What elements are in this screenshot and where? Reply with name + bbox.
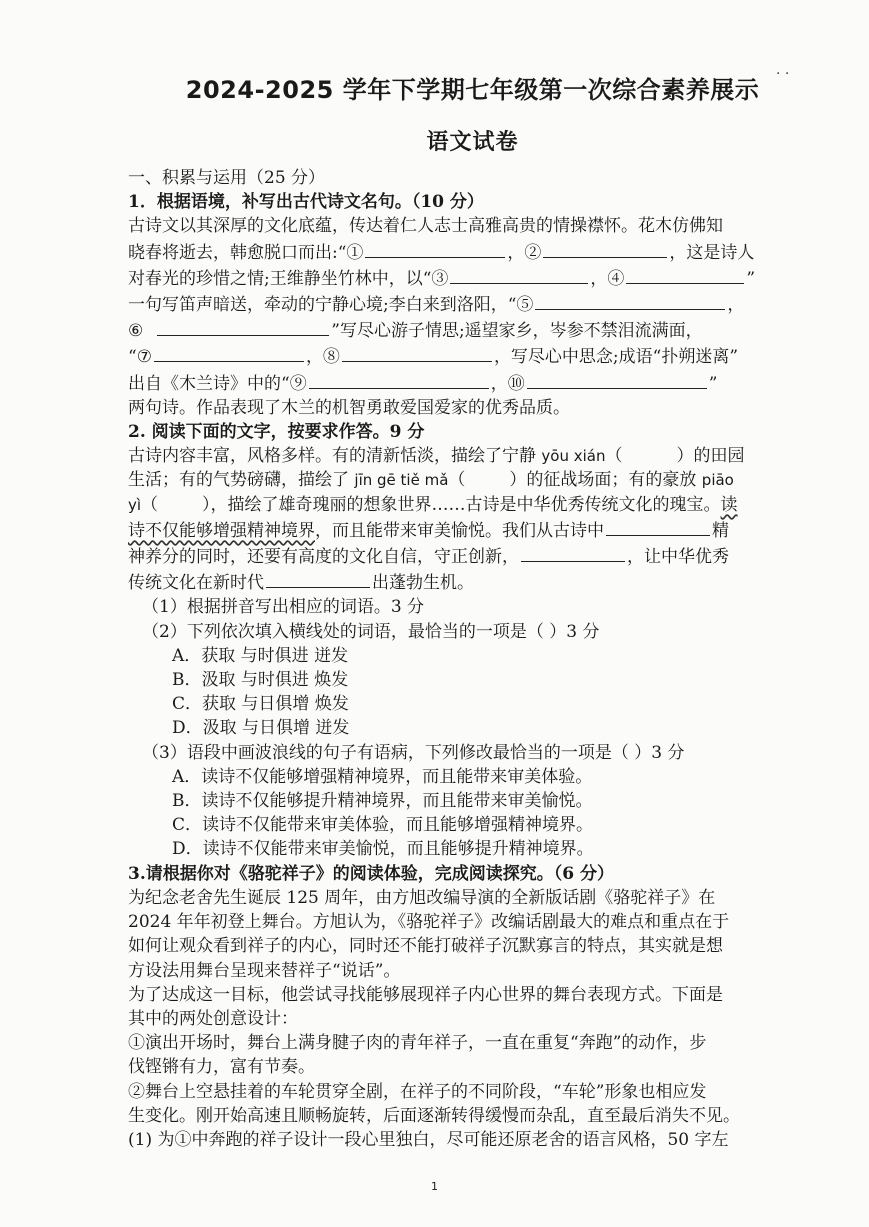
text: ”: [746, 268, 756, 289]
q3-line: 如何让观众看到祥子的内心，同时还不能打破祥子沉默寡言的特点，其实就是想: [128, 936, 723, 957]
wavy-sentence: 诗不仅能够增强精神境界: [128, 520, 315, 541]
q1-line: [128, 317, 817, 343]
q2-heading: 2. 阅读下面的文字，按要求作答。9 分: [128, 422, 425, 443]
choice-option[interactable]: D．读诗不仅能带来审美愉悦，而且能够提升精神境界。: [172, 839, 594, 860]
answer-blank-2[interactable]: [543, 239, 667, 258]
text: ，⑩: [490, 373, 525, 394]
q1-line: 古诗文以其深厚的文化底蕴，传达着仁人志士高雅高贵的情操襟怀。花木仿佛知: [128, 216, 723, 237]
text: 传统文化在新时代: [128, 573, 264, 594]
answer-blank[interactable]: [606, 517, 710, 536]
answer-blank[interactable]: [266, 569, 370, 588]
text: ，写尽心中思念;成语“扑朔迷离”: [493, 347, 739, 368]
choice-option[interactable]: B．汲取 与时俱进 焕发: [172, 670, 349, 691]
text: 古诗内容丰富，风格多样。有的清新恬淡，描绘了宁静: [128, 446, 536, 467]
text: 出蓬勃生机。: [372, 573, 474, 594]
text: ）的征战场面；有的豪放: [509, 470, 697, 491]
text: 生活；有的气势磅礴，描绘了: [128, 470, 349, 491]
answer-blank-3[interactable]: [450, 265, 588, 284]
exam-subtitle: 语文试卷: [426, 129, 519, 155]
q2-sub-question-3: （3）语段中画波浪线的句子有语病，下列修改最恰当的一项是（ ）3 分: [142, 742, 685, 763]
pinyin: yōu xián: [541, 447, 606, 466]
text: 神养分的同时，还要有高度的文化自信，守正创新，: [128, 547, 519, 568]
text: ，⑧: [305, 347, 340, 368]
q1-heading: 1．根据语境，补写出古代诗文名句。（10 分）: [128, 192, 484, 213]
text: 精: [712, 520, 729, 541]
answer-blank-7[interactable]: [154, 343, 304, 362]
q3-line: 为了达成这一目标，他尝试寻找能够展现祥子内心世界的舞台表现方式。下面是: [128, 984, 723, 1005]
answer-blank-8[interactable]: [342, 343, 492, 362]
text: 晓春将逝去，韩愈脱口而出:“①: [128, 242, 364, 263]
q2-line: [128, 468, 817, 492]
page-number: 1: [431, 1180, 438, 1193]
scan-mark: · ·: [776, 66, 790, 82]
choice-option[interactable]: A．获取 与时俱进 迸发: [172, 645, 349, 666]
text: （: [605, 446, 623, 467]
q3-line: ①演出开场时，舞台上满身腱子肉的青年祥子，一直在重复“奔跑”的动作，步: [128, 1033, 707, 1054]
answer-blank-4[interactable]: [626, 265, 744, 284]
text: （: [141, 494, 159, 515]
answer-blank-5[interactable]: [535, 291, 725, 310]
text: ⑥: [128, 321, 144, 342]
section-heading: 一、积累与运用（25 分）: [128, 168, 326, 188]
q3-line: 为纪念老舍先生诞辰 125 周年，由方旭改编导演的全新版话剧《骆驼祥子》在: [128, 887, 716, 908]
choice-option[interactable]: B．读诗不仅能够提升精神境界，而且能带来审美愉悦。: [172, 791, 593, 812]
q3-heading: 3.请根据你对《骆驼祥子》的阅读体验，完成阅读探究。（6 分）: [128, 863, 614, 884]
choice-option[interactable]: D．汲取 与日俱增 迸发: [172, 718, 350, 739]
q1-line: [128, 265, 817, 291]
q2-line: [128, 517, 817, 543]
q3-line: 生变化。刚开始高速且顺畅旋转，后面逐渐转得缓慢而杂乱，直至最后消失不见。: [128, 1105, 740, 1126]
text: （: [448, 470, 466, 491]
q1-line: [128, 291, 817, 317]
exam-title: 2024-2025 学年下学期七年级第一次综合素养展示: [185, 76, 760, 104]
text: “⑦: [128, 347, 152, 368]
pinyin: yì: [128, 495, 142, 514]
q3-line: ②舞台上空悬挂着的车轮贯穿全剧，在祥子的不同阶段，“车轮”形象也相应发: [128, 1081, 707, 1102]
q2-line: [128, 543, 817, 569]
answer-blank-10[interactable]: [527, 370, 707, 389]
answer-blank-6[interactable]: [157, 317, 329, 336]
text: 一句写笛声暗送，牵动的宁静心境;李白来到洛阳，“⑤: [128, 295, 534, 316]
text: ，这是诗人: [669, 242, 755, 263]
wavy-sentence: 读: [720, 494, 738, 515]
text: ，而且能带来审美愉悦。我们从古诗中: [315, 520, 604, 541]
q2-line: [128, 444, 817, 468]
text: ）的田园: [676, 446, 745, 467]
text: 出自《木兰诗》中的“⑨: [128, 373, 307, 394]
text: ，: [727, 295, 745, 316]
q2-line: [128, 493, 817, 517]
choice-option[interactable]: C．读诗不仅能带来审美体验，而且能够增强精神境界。: [172, 815, 594, 836]
text: 对春光的珍惜之情;王维静坐竹林中，以“③: [128, 268, 449, 289]
choice-option[interactable]: A．读诗不仅能够增强精神境界，而且能带来审美体验。: [172, 766, 593, 787]
choice-option[interactable]: C．获取 与日俱增 焕发: [172, 694, 349, 715]
answer-blank-9[interactable]: [309, 370, 489, 389]
q2-line: [128, 569, 817, 595]
text: ”: [708, 373, 718, 394]
answer-blank[interactable]: [521, 543, 625, 562]
q1-line: [128, 343, 817, 369]
q1-line: [128, 239, 817, 265]
text: ”写尽心游子情思;遥望家乡，岑参不禁泪流满面，: [331, 321, 703, 342]
q3-line: 2024 年年初登上舞台。方旭认为，《骆驼祥子》改编话剧最大的难点和重点在于: [128, 912, 730, 933]
pinyin: jīn gē tiě mǎ: [354, 471, 449, 490]
answer-blank-1[interactable]: [365, 239, 505, 258]
text: ，②: [507, 242, 542, 263]
q3-line: (1) 为①中奔跑的祥子设计一段心里独白，尽可能还原老舍的语言风格，50 字左: [128, 1129, 729, 1150]
text: ，④: [590, 268, 625, 289]
q2-sub-question-2: （2）下列依次填入横线处的词语，最恰当的一项是（ ）3 分: [142, 621, 600, 642]
q2-sub-question-1: （1）根据拼音写出相应的词语。3 分: [142, 597, 425, 618]
q3-line: 方设法用舞台呈现来替祥子“说话”。: [128, 960, 401, 981]
q1-line: [128, 370, 817, 396]
text: ），描绘了雄奇瑰丽的想象世界……古诗是中华优秀传统文化的瑰宝。: [202, 494, 721, 515]
q3-line: 伐铿锵有力，富有节奏。: [128, 1057, 315, 1078]
text: ，让中华优秀: [627, 547, 729, 568]
pinyin: piāo: [701, 471, 734, 490]
q1-line: 两句诗。作品表现了木兰的机智勇敢爱国爱家的优秀品质。: [128, 397, 570, 418]
q3-line: 其中的两处创意设计：: [128, 1008, 298, 1029]
